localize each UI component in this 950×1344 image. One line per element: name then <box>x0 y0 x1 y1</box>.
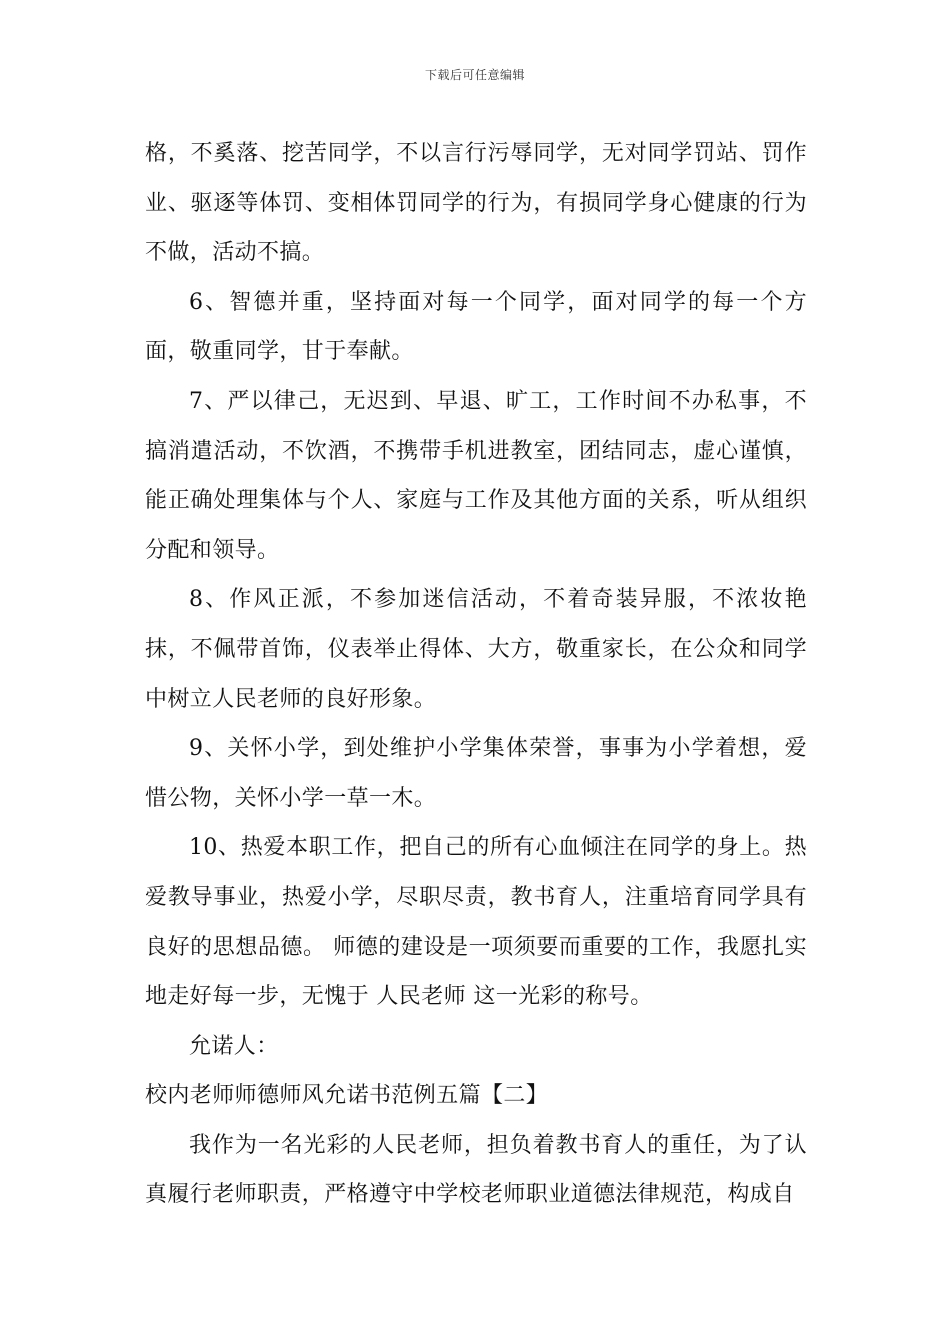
section-title: 校内老师师德师风允诺书范例五篇【二】 <box>145 1083 549 1109</box>
paragraph-intro: 我作为一名光彩的人民老师，担负着教书育人的重任，为了认真履行老师职责，严格遵守中学校老师职业道德法律规范，构成自 <box>145 1132 807 1208</box>
paragraph-item-9: 9、关怀小学，到处维护小学集体荣誉，事事为小学着想，爱惜公物，关怀小学一草一木。 <box>145 736 807 811</box>
page-header-note: 下载后可任意编辑 <box>424 68 525 82</box>
paragraph-item-7: 7、严以律己，无迟到、早退、旷工，工作时间不办私事，不搞消遣活动，不饮酒，不携带手机进教室，团结同志，虚心谨慎，能正确处理集体与个人、家庭与工作及其他方面的关系，听从组织分配和领导。 <box>145 388 807 563</box>
document-body <box>145 129 807 1220</box>
paragraph-item-6: 6、智德并重，坚持面对每一个同学，面对同学的每一个方面，敬重同学，甘于奉献。 <box>145 289 807 365</box>
paragraph-continuation: 格，不奚落、挖苦同学，不以言行污辱同学，无对同学罚站、罚作业、驱逐等体罚、变相体罚同学的行为，有损同学身心健康的行为不做，活动不搞。 <box>145 141 807 266</box>
signature-line: 允诺人： <box>189 1033 279 1059</box>
paragraph-item-8: 8、作风正派，不参加迷信活动，不着奇装异服，不浓妆艳抹，不佩带首饰，仪表举止得体、大方，敬重家长，在公众和同学中树立人民老师的良好形象。 <box>145 587 807 712</box>
paragraph-item-10: 10、热爱本职工作，把自己的所有心血倾注在同学的身上。热爱教导事业，热爱小学，尽职尽责，教书育人，注重培育同学具有良好的思想品德。 师德的建设是一项须要而重要的工作，我愿扎实地走好每一步，无愧于 人民老师 这一光彩的称号。 <box>145 835 807 1010</box>
